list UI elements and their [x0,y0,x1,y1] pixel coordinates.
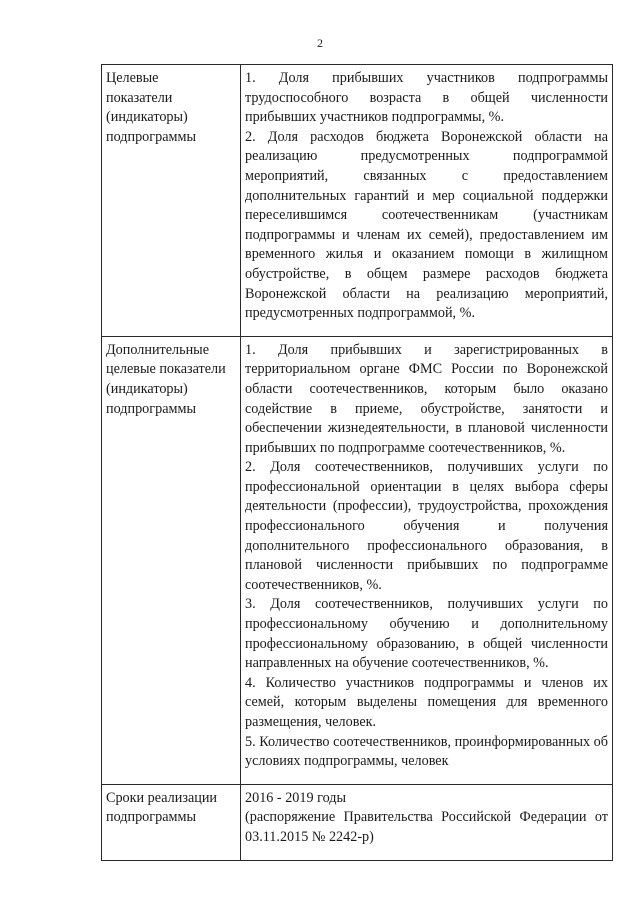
table-row-target-indicators [102,65,613,337]
row-label-implementation-period [102,784,241,860]
label-line: (индикаторы) [106,380,188,397]
label-line: (индикаторы) [106,109,188,126]
label-line: целевые показатели [106,361,226,378]
row-content-target-indicators [241,65,613,337]
label-line: подпрограммы [106,809,196,826]
period-years: 2016 - 2019 годы [245,789,347,806]
indicator-item: 1. Доля прибывших участников подпрограммы трудоспособного возраста в общей численности прибывших участников подпрограммы, %. [245,70,608,126]
subprogram-table [101,64,613,861]
period-reference: (распоряжение Правительства Российской Федерации от 03.11.2015 № 2242-р) [245,809,608,845]
row-label-target-indicators [102,65,241,337]
indicator-item: 2. Доля соотечественников, получивших услуги по профессиональной ориентации в целях выбора сферы деятельности (профессии), трудоустройства, прохождения профессионального обучения и получения дополнительного профессионального образования, в плановой численности прибывших по подпрограмме соотечественников, %. [245,459,608,593]
table-row-additional-indicators [102,336,613,784]
indicator-item: 1. Доля прибывших и зарегистрированных в территориальном органе ФМС России по Воронежской области соотечественников, которым было оказано содействие в приеме, обустройстве, занятости и обеспечении жизнедеятельности, в плановой численности прибывших по подпрограмме соотечественников, %. [245,341,608,456]
row-content-additional-indicators [241,336,613,784]
row-label-additional-indicators [102,336,241,784]
page-number: 2 [317,36,323,50]
table-row-implementation-period [102,784,613,860]
label-line: Дополнительные [106,341,210,358]
label-line: Сроки реализации [106,789,218,806]
indicator-item: 2. Доля расходов бюджета Воронежской области на реализацию предусмотренных подпрограммой мероприятий, связанных с предоставлением дополнительных гарантий и мер социальной поддержки переселившимся соотечественникам (участникам подпрограммы и членам их семей), предоставлением им временного жилья и оказанием помощи в жилищном обустройстве, в общем размере расходов бюджета Воронежской области на реализацию мероприятий, предусмотренных подпрограммой, %. [245,128,608,322]
label-line: показатели [106,89,173,106]
indicator-item: 5. Количество соотечественников, проинформированных об условиях подпрограммы, человек [245,733,608,770]
label-line: Целевые [106,70,159,86]
row-content-implementation-period [241,784,613,860]
label-line: подпрограммы [106,128,196,145]
indicator-item: 3. Доля соотечественников, получивших услуги по профессиональному обучению и дополнительному профессиональному образованию, в общей численности направленных на обучение соотечественников, %. [245,596,608,672]
indicator-item: 4. Количество участников подпрограммы и членов их семей, которым выделены помещения для временного размещения, человек. [245,674,608,730]
label-line: подпрограммы [106,400,196,417]
